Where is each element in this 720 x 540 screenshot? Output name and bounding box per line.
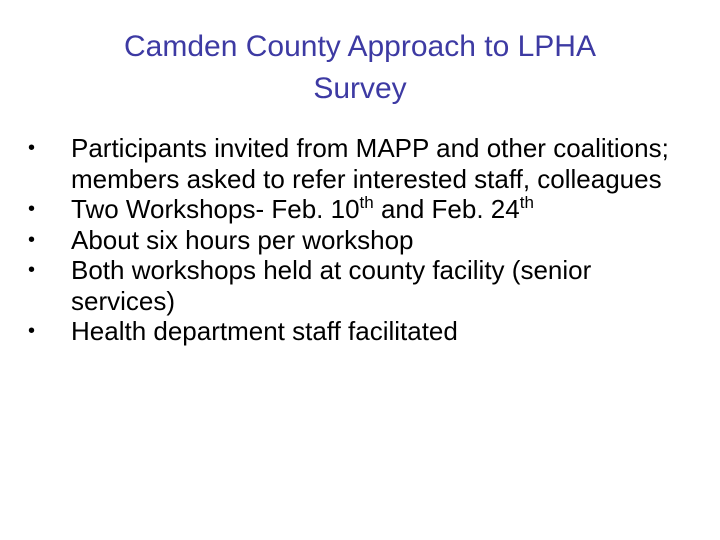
bullet-icon: •	[28, 259, 36, 281]
bullet-text-part-1: Two Workshops- Feb. 10	[71, 194, 360, 224]
bullet-icon: •	[28, 137, 36, 159]
bullet-item-participants	[28, 133, 688, 194]
title-line-2: Survey	[313, 72, 407, 105]
slide-title	[40, 26, 680, 110]
bullet-item-facilitated	[28, 316, 688, 347]
ordinal-suffix: th	[519, 193, 534, 212]
bullet-list	[28, 133, 688, 347]
bullet-text-part-2: and Feb. 24	[373, 194, 520, 224]
bullet-text: About six hours per workshop	[71, 224, 414, 255]
bullet-text: Health department staff facilitated	[71, 316, 458, 346]
bullet-item-hours	[28, 225, 688, 256]
bullet-text: Both workshops held at county facility (senior services)	[71, 255, 592, 316]
ordinal-suffix: th	[359, 193, 374, 212]
bullet-text: Participants invited from MAPP and other coalitions; members asked to refer interested staff, colleagues	[71, 133, 669, 194]
title-line-1: Camden County Approach to LPHA	[124, 30, 596, 63]
bullet-icon: •	[28, 320, 36, 342]
bullet-icon: •	[28, 198, 36, 220]
bullet-icon: •	[28, 228, 36, 251]
bullet-item-workshops	[28, 194, 688, 225]
bullet-item-facility	[28, 255, 688, 316]
